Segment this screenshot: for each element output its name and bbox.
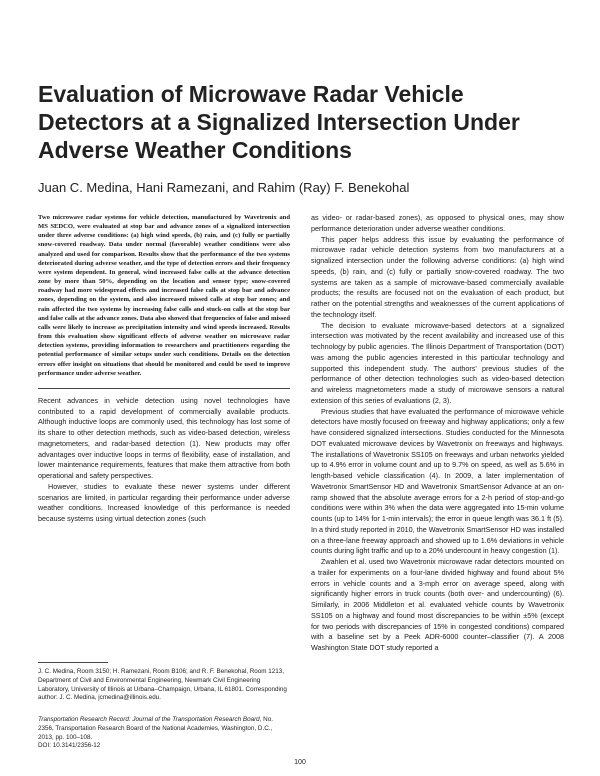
journal-name: Transportation Research Record: Journal of the Transportation Research Board, <box>38 716 262 723</box>
doi: DOI: 10.3141/2356-12 <box>38 742 101 750</box>
abstract-divider <box>38 388 290 389</box>
footnote-divider <box>38 662 108 663</box>
right-column <box>311 213 564 654</box>
body-paragraph: Previous studies that have evaluated the performance of microwave vehicle detectors have mostly focused on freeway and highway applications; only a few have considered signalized intersections. Studies conducted for the Minnesota DOT evaluated microwave devices by Wavetronix on freeways and highways. The installations of Wavetronix SS105 on freeways and urban networks yielded up to 4.9% error in volume count and up to 9.7% on speed, as well as 5.6% in length-based vehicle classification (4). In 2009, a later implementation of Wavetronix SmartSensor HD and Wavetronix SmartSensor Advance at an on-ramp showed that the absolute average errors for a 2-h period of stop-and-go conditions were within 3% when the data were aggregated into 15-min volume counts (up to 14% for 1-min intervals); the error in queue length was 36.1 ft (5). In a third study reported in 2010, the Wavetronix SmartSensor HD was installed on a three-lane freeway approach and showed up to 1.6% deviations in vehicle counts during light traffic and up to a 20% undercount in heavy congestion (1). <box>311 406 564 556</box>
body-paragraph: However, studies to evaluate these newer systems under different scenarios are limited, in particular regarding their performance under adverse weather conditions. Increased knowledge of this performance is needed because systems using virtual detection zones (such <box>38 481 290 524</box>
citation-details: No. 2356, Transportation Research Board of the National Academies, Washington, D.C., 2013, pp. 100–108. <box>38 716 273 741</box>
left-column <box>38 213 290 525</box>
paper-title: Evaluation of Microwave Radar Vehicle Detectors at a Signalized Intersection Under Adverse Weather Conditions <box>38 81 520 163</box>
body-paragraph: The decision to evaluate microwave-based detectors at a signalized intersection was motivated by the recent availability and increased use of this technology by public agencies. The Illinois Department of Transportation (DOT) was among the public agencies interested in this particular technology and supported this independent study. The authors' previous studies of the performance of other detection technologies such as video-based detection and wireless magnetometers made a study of microwave sensors a natural extension of this series of evaluations (2, 3). <box>311 320 564 405</box>
body-paragraph: as video- or radar-based zones), as opposed to physical ones, may show performance deterioration under adverse weather conditions. <box>311 213 564 233</box>
body-paragraph: Recent advances in vehicle detection using novel technologies have contributed to a rapid development of commercially available products. Although inductive loops are commonly used, this technology has lost some of its share to other detection methods, such as video-based detection, wireless magnetometers, and radar-based detection (1). New products may offer advantages over inductive loops in terms of flexibility, ease of installation, and lower maintenance requirements, features that make them attractive from both operational and safety perspectives. <box>38 395 290 481</box>
body-paragraph: Zwahlen et al. used two Wavetronix microwave radar detectors mounted on a trailer for experiments on a four-lane divided highway and found about 5% errors in vehicle counts and a 3-mph error on average speed, along with significantly higher errors in truck counts (both over- and undercounting) (6). Similarly, in 2006 Middleton et al. evaluated vehicle counts by Wavetronix SS105 on a highway and found most discrepancies to be within ±5% (except for two periods with discrepancies of 15% in congested conditions) compared with a baseline set by a Peek ADR-6000 counter–classifier (7). A 2008 Washington State DOT study reported a <box>311 557 564 652</box>
citation-footnote <box>38 716 288 751</box>
page-number: 100 <box>294 759 306 766</box>
body-paragraph: This paper helps address this issue by evaluating the performance of microwave radar vehicle detection systems from two manufacturers at a signalized intersection under the following adverse conditions: (a) high wind speeds, (b) rain, and (c) fully or partially snow-covered roadway. The two systems are taken as a sample of microwave-based commercially available products; the results are focused not on the evaluation of each product, but rather on the potential strengths and weaknesses of the current applications of the technology itself. <box>311 234 564 319</box>
author-affiliation-footnote: J. C. Medina, Room 3150; H. Ramezani, Room B106; and R. F. Benekohal, Room 1213, Department of Civil and Environmental Engineering, Newmark Civil Engineering Laboratory, University of Illinois at Urbana–Champaign, Urbana, IL 61801. Corresponding author: J. C. Medina, jcmedina@illinois.edu. <box>38 668 287 702</box>
author-list: Juan C. Medina, Hani Ramezani, and Rahim (Ray) F. Benekohal <box>38 180 410 195</box>
abstract: Two microwave radar systems for vehicle detection, manufactured by Wavetronix and MS SEDCO, were evaluated at stop bar and advance zones of a signalized intersection under three adverse conditions: (a) high wind speeds, (b) rain, and (c) fully or partially snow-covered roadway. Data under normal (favorable) weather conditions were also analyzed and used for comparison. Results show that the performance of the two systems deteriorated during adverse weather, and the type of detection errors and their frequency were system dependent. In general, wind increased false calls at the advance detection zone by more than 50%, depending on the location and sensor type; snow-covered roadway had more widespread effects and increased false calls at stop bar and advance zones, depending on the system, and also increased missed calls at stop bar zones; and rain affected the two systems by increasing false calls and stuck-on calls at the stop bar and false calls at the advance zones. Data also showed that frequencies of false and missed calls were likely to increase as precipitation intensity and wind speeds increased. Results from this evaluation show significant effects of adverse weather on microwave radar detection systems, providing information to researchers and practitioners regarding the potential performance of similar setups under such conditions. Details on the detection errors offer insight on situations that should be monitored and could be used to improve performance under adverse weather. <box>38 214 290 377</box>
